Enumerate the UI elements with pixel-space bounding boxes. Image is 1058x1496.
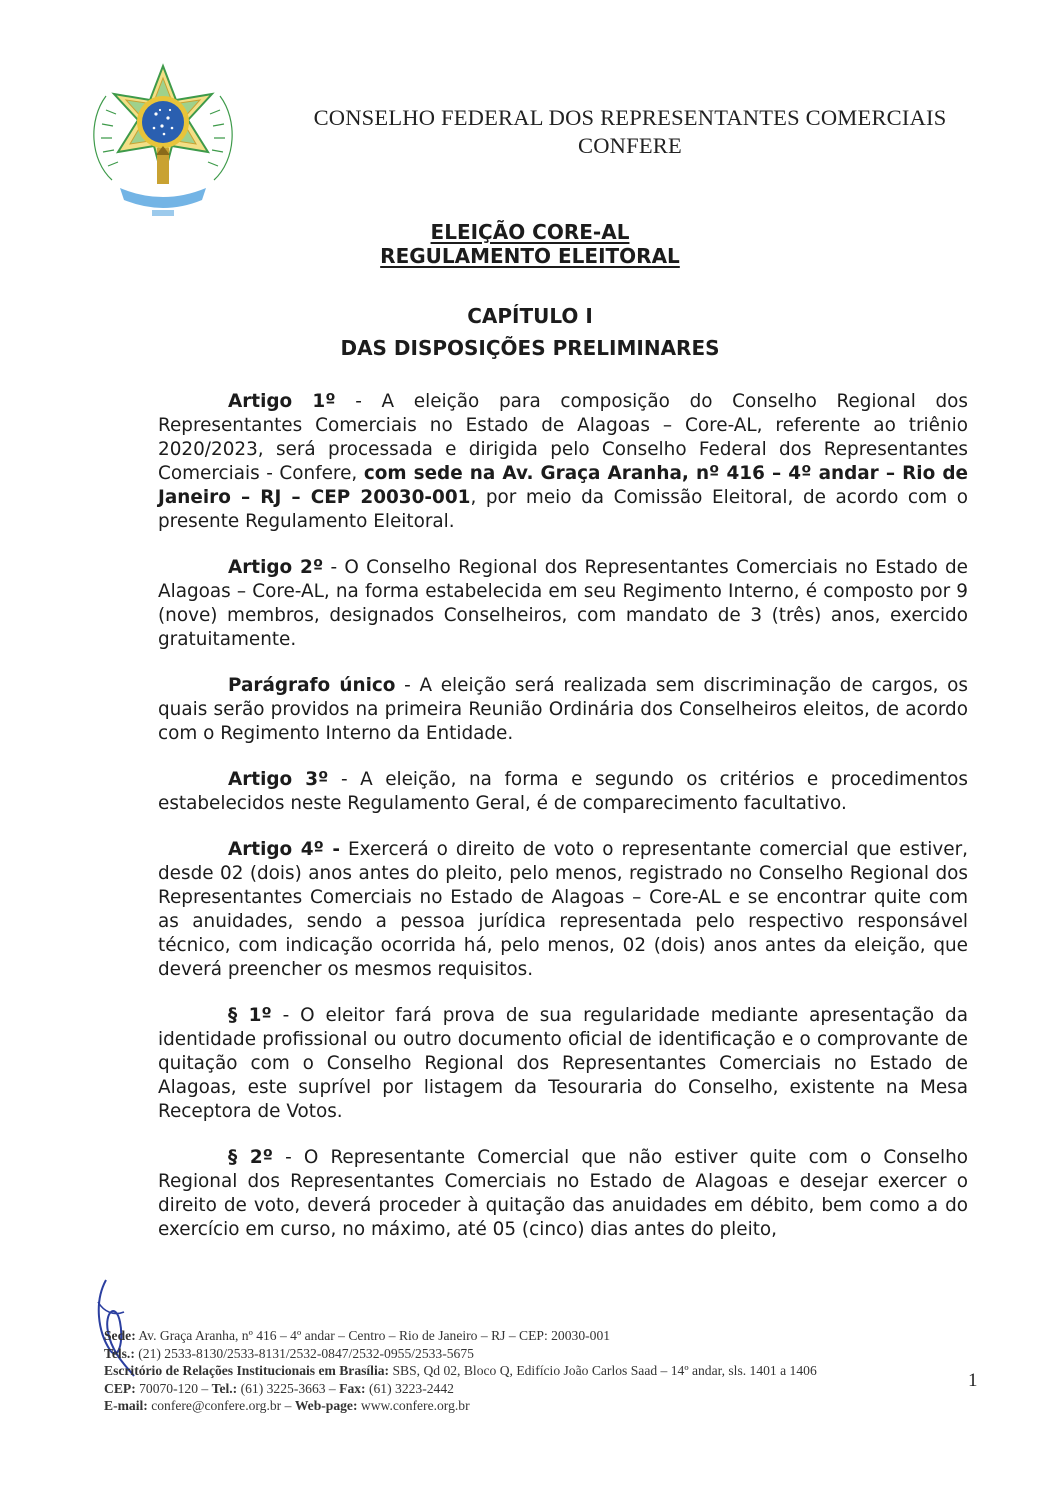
letterhead-footer [104, 1327, 964, 1415]
footer-fax-label: Fax: [339, 1380, 366, 1396]
footer-phones-text: (21) 2533-8130/2533-8131/2532-0847/2532-0955/2533-5675 [134, 1345, 474, 1361]
letterhead [250, 104, 1010, 160]
org-name: CONSELHO FEDERAL DOS REPRESENTANTES COMERCIAIS [313, 105, 947, 130]
article-1-text-end: , por meio da Comissão Eleitoral, de acordo com o presente Regulamento Eleitoral. [158, 487, 969, 532]
footer-office-label: Escritório de Relações Institucionais em Brasília: [104, 1363, 390, 1378]
article-2-label: Artigo 2º [228, 557, 324, 578]
footer-address-text: Av. Graça Aranha, nº 416 – 4º andar – Centro – Rio de Janeiro – RJ – CEP: 20030-001 [135, 1328, 611, 1343]
org-acronym: CONFERE [578, 133, 682, 158]
article-2 [158, 556, 968, 652]
section-1-text: - O eleitor fará prova de sua regularidade mediante apresentação da identidade profissional ou outro documento oficial de identificação e o comprovante de quitação com o Conselho Regional dos Representantes Comerciais no Estado de Alagoas, este suprível por listagem da Tesouraria do Conselho, existente na Mesa Receptora de Votos. [158, 1005, 968, 1122]
title-line-2: REGULAMENTO ELEITORAL [380, 244, 680, 268]
page-number: 1 [968, 1370, 978, 1391]
brazil-coat-of-arms-icon [84, 60, 242, 220]
footer-phones-label: Tels.: [104, 1345, 135, 1361]
article-3-label: Artigo 3º [228, 769, 329, 790]
title-line-1: ELEIÇÃO CORE-AL [430, 220, 630, 244]
footer-address [104, 1327, 964, 1345]
footer-phones [104, 1345, 964, 1363]
chapter-heading [300, 300, 760, 364]
article-4-label: Artigo 4º - [228, 839, 341, 860]
footer-email-text: confere@confere.org.br – [147, 1398, 295, 1413]
article-1 [158, 390, 968, 534]
footer-fax-text: (61) 3223-2442 [365, 1380, 454, 1396]
chapter-name: DAS DISPOSIÇÕES PRELIMINARES [340, 336, 720, 360]
section-1 [158, 1004, 968, 1124]
sole-paragraph [158, 674, 968, 746]
footer-cep-text: 70070-120 – [135, 1380, 212, 1396]
footer-office-text: SBS, Qd 02, Bloco Q, Edifício João Carlos Saad – 14º andar, sls. 1401 a 1406 [389, 1363, 817, 1378]
section-1-label: § 1º [228, 1005, 272, 1026]
footer-cep-label: CEP: [104, 1380, 136, 1396]
footer-address-label: Sede: [104, 1328, 136, 1343]
document-title [300, 220, 760, 268]
footer-contact [104, 1380, 964, 1398]
footer-web-text: www.confere.org.br [357, 1398, 470, 1413]
article-4-text: Exercerá o direito de voto o representante comercial que estiver, desde 02 (dois) anos antes do pleito, pelo menos, registrado no Conselho Regional dos Representantes Comerciais no Estado de Alagoas – Core-AL e se encontrar quite com as anuidades, sendo a pessoa jurídica representada pelo respectivo responsável técnico, com indicação ocorrida há, pelo menos, 02 (dois) anos antes da eleição, que deverá preencher os mesmos requisitos. [158, 839, 968, 980]
footer-web [104, 1397, 964, 1415]
footer-tel-text: (61) 3225-3663 – [237, 1380, 340, 1396]
section-2-label: § 2º [228, 1147, 274, 1168]
footer-tel-label: Tel.: [211, 1380, 238, 1396]
article-1-address: com sede na Av. Graça Aranha, nº 416 – 4º andar – Rio de Janeiro – RJ – CEP 20030-001 [158, 463, 968, 508]
article-4 [158, 838, 968, 982]
footer-office [104, 1362, 964, 1380]
article-2-text: - O Conselho Regional dos Representantes Comerciais no Estado de Alagoas – Core-AL, na forma estabelecida em seu Regimento Interno, é composto por 9 (nove) membros, designados Conselheiros, com mandato de 3 (três) anos, exercido gratuitamente. [158, 557, 968, 650]
footer-email-label: E-mail: [104, 1398, 148, 1413]
section-2-text: - O Representante Comercial que não estiver quite com o Conselho Regional dos Representantes Comerciais no Estado de Alagoas e desejar exercer o direito de voto, deverá proceder à quitação das anuidades em débito, bem como a do exercício em curso, no máximo, até 05 (cinco) dias antes do pleito, [158, 1147, 968, 1240]
section-2 [158, 1146, 968, 1242]
chapter-number: CAPÍTULO I [467, 304, 593, 328]
article-3 [158, 768, 968, 816]
sole-paragraph-text: - A eleição será realizada sem discriminação de cargos, os quais serão providos na primeira Reunião Ordinária dos Conselheiros eleitos, de acordo com o Regimento Interno da Entidade. [158, 675, 968, 744]
document-body [158, 390, 968, 1264]
sole-paragraph-label: Parágrafo único [228, 675, 396, 696]
footer-web-label: Web-page: [294, 1398, 358, 1413]
article-3-text: - A eleição, na forma e segundo os critérios e procedimentos estabelecidos neste Regulamento Geral, é de comparecimento facultativo. [158, 769, 968, 814]
article-1-label: Artigo 1º [228, 391, 336, 412]
article-1-text: - A eleição para composição do Conselho Regional dos Representantes Comerciais no Estado de Alagoas – Core-AL, referente ao triênio 2020/2023, será processada e dirigida pelo Conselho Federal dos Representantes Comerciais - Confere, [158, 391, 968, 484]
